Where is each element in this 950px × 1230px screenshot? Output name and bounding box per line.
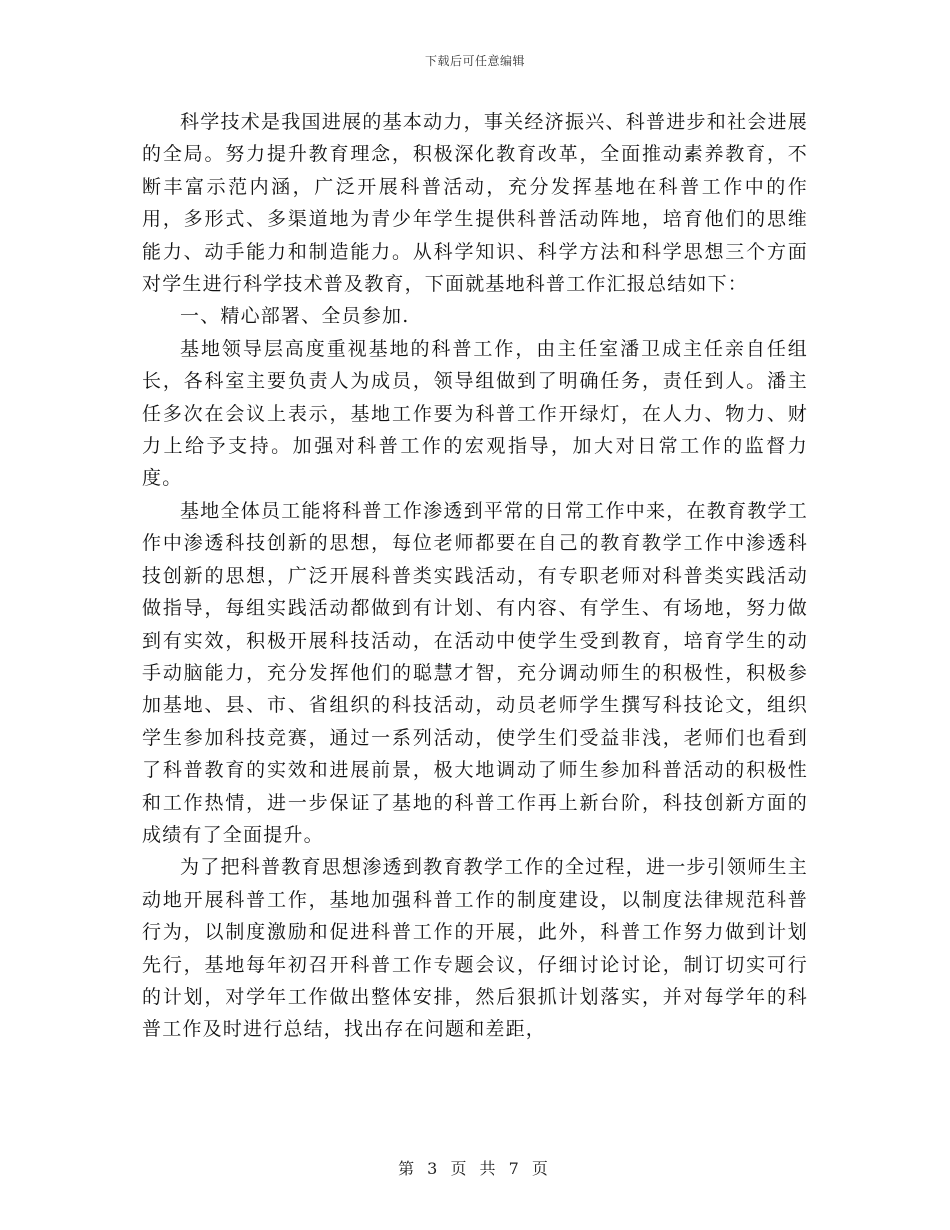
paragraph-system-building: 为了把科普教育思想渗透到教育教学工作的全过程，进一步引领师生主动地开展科普工作，基地加强科普工作的制度建设，以制度法律规范科普行为，以制度激励和促进科普工作的开展，此外，科普工作努力做到计划先行，基地每年初召开科普工作专题会议，仔细讨论讨论，制订切实可行的计划，对学年工作做出整体安排，然后狠抓计划落实，并对每学年的科普工作及时进行总结，找出存在问题和差距， xyxy=(142,856,808,1041)
paragraph-intro: 科学技术是我国进展的基本动力，事关经济振兴、科普进步和社会进展的全局。努力提升教育理念，积极深化教育改革，全面推动素养教育，不断丰富示范内涵，广泛开展科普活动，充分发挥基地在科普工作中的作用，多形式、多渠道地为青少年学生提供科普活动阵地，培育他们的思维能力、动手能力和制造能力。从科学知识、科学方法和科学思想三个方面对学生进行科学技术普及教育，下面就基地科普工作汇报总结如下： xyxy=(142,111,808,296)
paragraph-staff-participation: 基地全体员工能将科普工作渗透到平常的日常工作中来，在教育教学工作中渗透科技创新的思想，每位老师都要在自己的教育教学工作中渗透科技创新的思想，广泛开展科普类实践活动，有专职老师对科普类实践活动做指导，每组实践活动都做到有计划、有内容、有学生、有场地，努力做到有实效，积极开展科技活动，在活动中使学生受到教育，培育学生的动手动脑能力，充分发挥他们的聪慧才智，充分调动师生的积极性，积极参加基地、县、市、省组织的科技活动，动员老师学生撰写科技论文，组织学生参加科技竞赛，通过一系列活动，使学生们受益非浅，老师们也看到了科普教育的实效和进展前景，极大地调动了师生参加科普活动的积极性和工作热情，进一步保证了基地的科普工作再上新台阶，科技创新方面的成绩有了全面提升。 xyxy=(142,499,808,846)
paragraph-leadership: 基地领导层高度重视基地的科普工作，由主任室潘卫成主任亲自任组长，各科室主要负责人为成员，领导组做到了明确任务，责任到人。潘主任多次在会议上表示，基地工作要为科普工作开绿灯，在人力、物力、财力上给予支持。加强对科普工作的宏观指导，加大对日常工作的监督力度。 xyxy=(142,337,808,490)
section-heading-1: 一、精心部署、全员参加. xyxy=(180,305,410,328)
page-header-note: 下载后可任意编辑 xyxy=(424,54,525,68)
page-number-footer: 第 3 页 共 7 页 xyxy=(398,1159,552,1178)
document-body xyxy=(142,106,808,1046)
